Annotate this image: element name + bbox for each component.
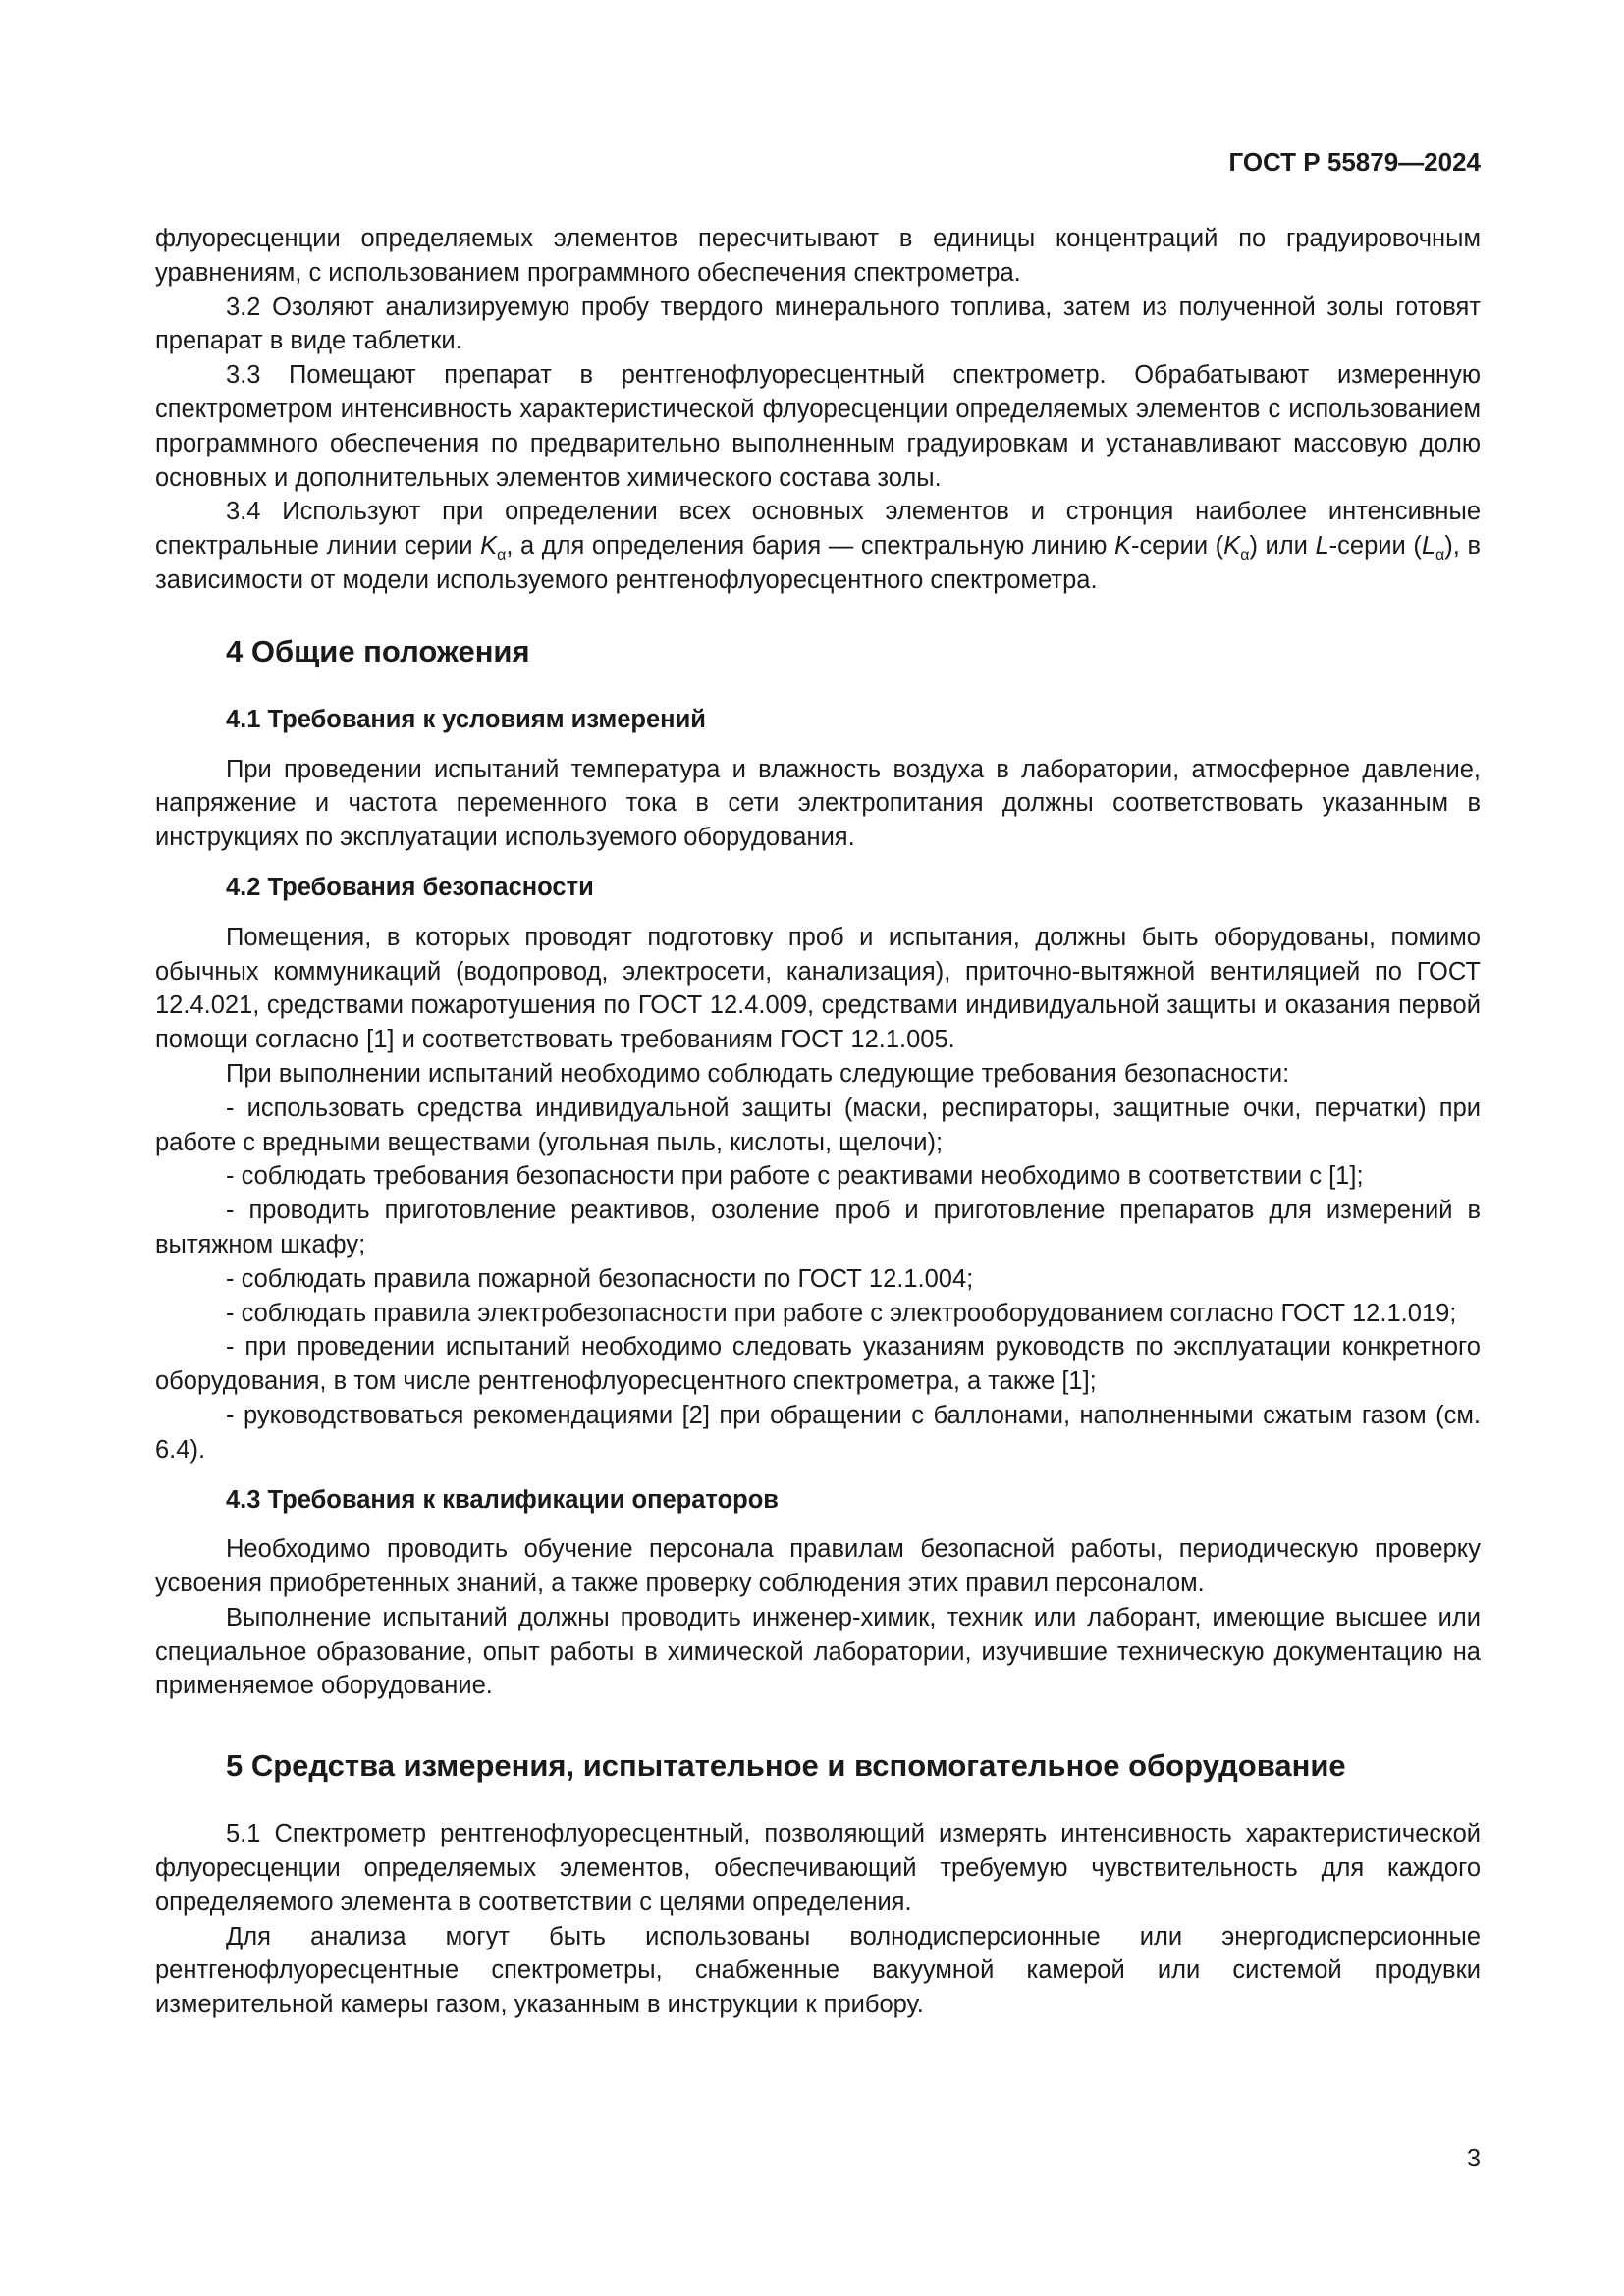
text-fragment: -серии ( <box>1328 532 1422 561</box>
list-item: - соблюдать требования безопасности при работе с реактивами необходимо в соответствии с [1]; <box>226 1162 1364 1191</box>
paragraph-5-1: 5.1 Спектрометр рентгенофлуоресцентный, позволяющий измерять интенсивность характеристической флуоресценции определяемых элементов, обеспечивающий требуемую чувствительность для каждого определяемого элемента в соответствии с целями определения. <box>155 1820 1481 1916</box>
paragraph-4-3-1: Необходимо проводить обучение персонала правилам безопасной работы, периодическую проверку усвоения приобретенных знаний, а также проверку соблюдения этих правил персоналом. <box>155 1535 1481 1598</box>
paragraph-4-2-2: При выполнении испытаний необходимо соблюдать следующие требования безопасности: <box>226 1059 1290 1088</box>
subscript-alpha: α <box>1435 547 1445 564</box>
text-fragment: , а для определения бария — спектральную линию <box>506 532 1114 561</box>
list-item: - при проведении испытаний необходимо следовать указаниям руководств по эксплуатации конкретного оборудования, в том числе рентгенофлуоресцентного спектрометра, а также [1]; <box>155 1333 1481 1396</box>
section-4-1-heading: 4.1 Требования к условиям измерений <box>226 705 706 733</box>
page-number: 3 <box>1466 2145 1481 2172</box>
paragraph-4-2-1: Помещения, в которых проводят подготовку проб и испытания, должны быть оборудованы, помимо обычных коммуникаций (водопровод, электросети, канализация), приточно-вытяжной вентиляцией по ГОСТ 12.4.021, средствами пожаротушения по ГОСТ 12.4.009, средствами индивидуальной защиты и оказания первой помощи согласно [1] и соответствовать требованиям ГОСТ 12.1.005. <box>155 923 1481 1054</box>
text-fragment: ) или <box>1249 532 1316 561</box>
list-item: - соблюдать правила электробезопасности при работе с электрооборудованием согласно ГОСТ 12.1.019; <box>226 1299 1457 1327</box>
list-item: - соблюдать правила пожарной безопасности по ГОСТ 12.1.004; <box>226 1264 974 1293</box>
document-id-header: ГОСТ Р 55879—2024 <box>1228 147 1481 177</box>
paragraph-3-3: 3.3 Помещают препарат в рентгенофлуоресцентный спектрометр. Обрабатывают измеренную спектрометром интенсивность характеристической флуоресценции определяемых элементов с использованием программного обеспечения по предварительно выполненным градуировкам и устанавливают массовую долю основных и дополнительных элементов химического состава золы. <box>155 361 1481 492</box>
section-5-heading: 5 Средства измерения, испытательное и вспомогательное оборудование <box>226 1748 1346 1784</box>
symbol-l: L <box>1315 532 1329 561</box>
text-fragment: 3.4 Используют при определении всех основных элементов и стронция наиболее интенсивные спектральные линии серии <box>155 498 1481 561</box>
subscript-alpha: α <box>1240 547 1250 564</box>
paragraph-4-3-2: Выполнение испытаний должны проводить инженер-химик, техник или лаборант, имеющие высшее или специальное образование, опыт работы в химической лаборатории, изучившие техническую документацию на применяемое оборудование. <box>155 1603 1481 1700</box>
list-item: - использовать средства индивидуальной защиты (маски, респираторы, защитные очки, перчатки) при работе с вредными веществами (угольная пыль, кислоты, щелочи); <box>155 1094 1481 1156</box>
text-fragment: ), в зависимости от модели используемого рентгенофлуоресцентного спектрометра. <box>155 532 1482 594</box>
symbol-l: L <box>1421 532 1436 561</box>
section-4-heading: 4 Общие положения <box>226 633 530 668</box>
paragraph-3-2: 3.2 Озоляют анализируемую пробу твердого минерального топлива, затем из полученной золы готовят препарат в виде таблетки. <box>155 293 1481 355</box>
list-item: - руководствоваться рекомендациями [2] при обращении с баллонами, наполненными сжатым газом (см. 6.4). <box>155 1401 1481 1464</box>
subscript-alpha: α <box>497 547 507 564</box>
list-item: - проводить приготовление реактивов, озоление проб и приготовление препаратов для измерений в вытяжном шкафу; <box>155 1197 1481 1258</box>
symbol-k: K <box>1113 532 1131 561</box>
text-fragment: -серии ( <box>1130 532 1224 561</box>
section-4-2-heading: 4.2 Требования безопасности <box>226 873 594 901</box>
symbol-k: K <box>480 532 498 561</box>
paragraph-3-4 <box>155 495 1481 597</box>
paragraph-4-1: При проведении испытаний температура и влажность воздуха в лаборатории, атмосферное давление, напряжение и частота переменного тока в сети электропитания должны соответствовать указанным в инструкциях по эксплуатации используемого оборудования. <box>155 755 1481 852</box>
paragraph-5-1-2: Для анализа могут быть использованы волнодисперсионные или энергодисперсионные рентгенофлуоресцентные спектрометры, снабженные вакуумной камерой или системой продувки измерительной камеры газом, указанным в инструкции к прибору. <box>155 1922 1481 2019</box>
paragraph-3-1-continuation: флуоресценции определяемых элементов пересчитывают в единицы концентраций по градуировочным уравнениям, с использованием программного обеспечения спектрометра. <box>155 225 1481 287</box>
symbol-k: K <box>1223 532 1241 561</box>
document-body <box>155 222 1481 2022</box>
section-4-3-heading: 4.3 Требования к квалификации операторов <box>226 1485 779 1514</box>
